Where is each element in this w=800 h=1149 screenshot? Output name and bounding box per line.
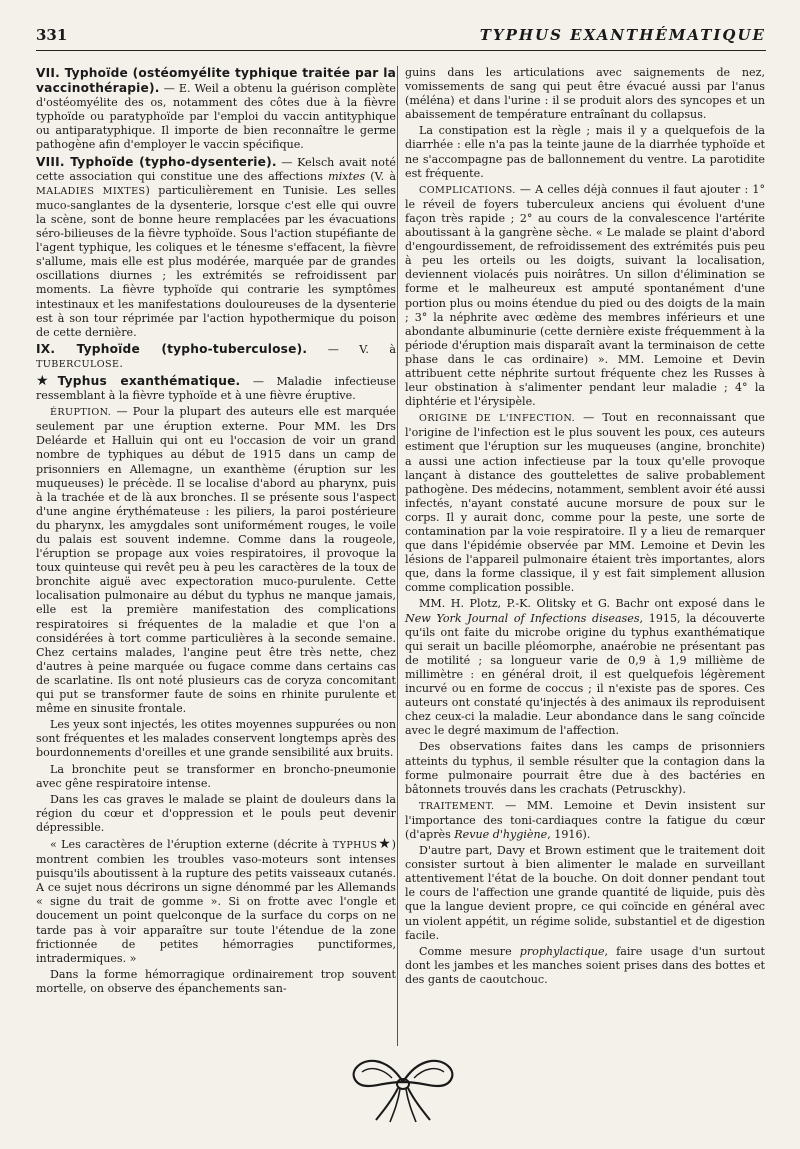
entry-viii-text-1: — Kelsch avait noté cette association qui constitue une des affections [36,155,396,183]
entry-vii [36,66,396,153]
star-icon: ★ [377,835,392,852]
prophylaxie-text-1: Comme mesure [419,944,520,958]
entry-ix-text-1: — V. à [307,342,397,356]
entry-vii-text: — E. Weil a obtenu la guérison complète d'ostéomyélite des os, notamment des côtes due à la fièvre typhoïde ou paratyphoïde par l'emploi du vaccin antityphique ou antiparatyphique. Il importe de bien reconnaître le germe pathogène afin d'employer le vaccin spécifique. [36,82,396,152]
paragraph-eruption-text: — Pour la plupart des auteurs elle est marquée seulement par une éruption externe. Pour MM. les Drs Deléarde et Halluin qui ont eu l'occasion de voir un grand nombre de typhiques au début de 1915 dans un camp de prisonniers en Allemagne, un exanthème (éruption sur les muqueuses) le précède. Il se localise d'abord au pharynx, puis à la trachée et de là aux bronches. Il se présente sous l'aspect d'une angine érythémateuse : les piliers, la paroi postérieure du pharynx, les amygdales sont uniformément rouges, le voile du palais est souvent indemne. Comme dans la rougeole, l'éruption se propage aux voies respiratoires, il provoque la toux quinteuse qui revêt peu à peu les caractères de la toux de bronchite aiguë avec expectoration muco-purulente. Cette localisation pulmonaire au début du typhus ne manque jamais, elle est la première manifestation des complications respiratoires si fréquentes de la maladie et que l'on a considérées à tort comme particulières à la seconde semaine. Chez certains malades, l'angine peut être très nette, chez d'autres à peine marquée ou fugace comme dans certains cas de scarlatine. Ils ont noté plusieurs cas de coryza concomitant qui put se transformer faute de soins en rhinite purulente et même en sinusite frontale. [36,405,396,716]
entry-typhus [36,374,396,403]
right-column [405,66,765,989]
entry-ix-text-2: . [119,356,123,370]
entry-ix-heading: IX. Typhoïde (typho-tuberculose). [36,341,308,356]
left-column [36,66,396,998]
paragraph-continuation: guins dans les articulations avec saignements de nez, vomissements de sang qui peut être évacué aussi par l'anus (méléna) et dans l'urine : il se produit alors des syncopes et un abaissement de température entraînant du collapsus. [405,66,765,122]
paragraph-complications-text: — A celles déjà connues il faut ajouter : 1° le réveil de foyers tuberculeux anciens qui évoluent d'une façon très rapide ; 2° au cours de la convalescence l'artérite aboutissant à la gangrène sèche. « Le malade se plaint d'abord d'engourdissement, de refroidissement des extrémités puis peu à peu les orteils ou les doigts, suivant la localisation, deviennent violacés puis noirâtres. Un sillon d'élimination se forme et le malheureux est amputé spontanément d'une portion plus ou moins étendue du pied ou des doigts de la main ; 3° la néphrite avec œdème des membres inférieurs et une abondante albuminurie (cette dernière existe fréquemment à la période d'éruption mais disparaît avant la terminaison de cette phase dans le cas ordinaire) ». MM. Lemoine et Devin attribuent cette néphrite surtout fréquente chez les Russes à leur obstination à s'alimenter pendant leur maladie ; 4° la diphtérie et l'érysipèle. [405,182,765,409]
traitement-text-2: , 1916). [547,827,591,841]
quote-text-2: ) montrent combien les troubles vaso-moteurs sont intenses puisqu'ils aboutissent à la rupture des petits vaisseaux cutanés. A ce sujet nous décrirons un signe dénommé par les Allemands « signe du trait de gomme ». Si on frotte avec l'ongle et doucement un point quelconque de la surface du corps on ne tarde pas à voir apparaître sur toute l'étendue de la zone frictionnée de petites hémorragies punctiformes, intradermiques. » [36,837,396,965]
quote-text-1: « Les caractères de l'éruption externe (décrite à [50,837,333,851]
entry-vii-heading: VII. Typhoïde (ostéomyélite typhique traitée par la vaccinothérapie). [36,66,396,96]
paragraph-origine [405,411,765,595]
plotz-text-2: , 1915, la découverte qu'ils ont faite du microbe origine du typhus exanthématique qui serait un bacille pléomorphe, anaérobie ne présentant pas de motilité ; sa longueur varie de 0,9 à 1,9 millième de millimètre : en général droit, il est quelquefois légèrement incurvé ou en forme de coccus ; il n'existe pas de spores. Ces auteurs ont constaté qu'injectés à des animaux ils reproduisent chez ceux-ci la maladie. Leur abondance dans le sang coïncide avec le degré maximum de l'affection. [405,611,765,738]
entry-viii-text-2: (V. à [365,169,396,183]
paragraph-origine-text: — Tout en reconnaissant que l'origine de l'infection est le plus souvent les poux, ces auteurs estiment que l'éruption sur les muqueuses (angine, bronchite) a aussi une action infectieuse par la toux qu'elle provoque lançant à distance des gouttelettes de salive probablement pathogène. Des médecins, notamment, semblent avoir été aussi infectés, n'ayant constaté aucune morsure de poux sur le corps. Il y aurait donc, comme pour la peste, une sorte de contamination par la voie respiratoire. Il y a lieu de remarquer que dans l'épidémie observée par MM. Lemoine et Devin les lésions de l'appareil pulmonaire étaient très importantes, alors que, dans la forme classique, il y est fait simplement allusion comme complication possible. [405,411,765,595]
entry-typhus-text: — Maladie infectieuse ressemblant à la fièvre typhoïde et à une fièvre éruptive. [36,374,396,403]
section-label-complications: COMPLICATIONS. [419,184,516,196]
paragraph-yeux: Les yeux sont injectés, les otites moyennes suppurées ou non sont fréquentes et les malades conservent longtemps après des bourdonnements d'oreilles et une grande sensibilité aux bruits. [36,718,396,760]
paragraph-traitement [405,799,765,842]
entry-typhus-heading: Typhus exanthématique. [57,373,241,388]
section-label-traitement: TRAITEMENT. [419,800,495,812]
prophylaxie-italic: prophylactique [519,944,605,958]
running-title: TYPHUS EXANTHÉMATIQUE [479,26,766,44]
entry-viii-italic: mixtes [328,169,366,183]
ribbon-ornament-icon [348,1052,458,1126]
journal-title: New York Journal of Infections diseases [405,611,640,625]
cross-ref-tuberculose: TUBERCULOSE [36,358,120,370]
prophylaxie-text-2: , faire usage d'un surtout dont les jambes et les manches soient prises dans des bottes et des gants de caoutchouc. [405,944,765,986]
paragraph-quote [36,837,396,966]
cross-ref-typhus: TYPHUS [332,839,378,851]
paragraph-forme-hemorragique: Dans la forme hémorragique ordinairement trop souvent mortelle, on observe des épanchements san- [36,967,396,995]
traitement-text-1: — MM. Lemoine et Devin insistent sur l'importance des toni-cardiaques contre la fatigue du cœur (d'après [405,798,765,841]
revue-title: Revue d'hygiène [454,827,548,841]
paragraph-constipation: La constipation est la règle ; mais il y a quelquefois de la diarrhée : elle n'a pas la teinte jaune de la diarrhée typhoïde et ne s'accompagne pas de ballonnement du ventre. La parotidite est fréquente. [405,124,765,180]
paragraph-davy-brown: D'autre part, Davy et Brown estiment que le traitement doit consister surtout à bien alimenter le malade en surveillant attentivement l'état de la bouche. On doit donner pendant tout le cours de l'affection une grande quantité de liquide, puis dès que la langue devient propre, ce qui coïncide en général avec un violent appétit, un régime solide, substantiel et de digestion facile. [405,844,765,942]
paragraph-cas-graves: Dans les cas graves le malade se plaint de douleurs dans la région du cœur et d'oppression et le pouls peut devenir dépressible. [36,792,396,834]
column-divider [397,66,398,1046]
entry-ix [36,342,396,372]
entry-viii-text-3: ) particulièrement en Tunisie. Les selles muco-sanglantes de la dysenterie, lorsque c'est elle qui ouvre la scène, sont de bonne heure remplacées par les évacuations séro-bilieuses de la fièvre typhoïde. Sous l'action stupéfiante de l'agent typhique, les coliques et le ténesme s'effacent, la fièvre s'allume, mais elle est plus modérée, marquée par de grandes oscillations diurnes ; les extrémités se refroidissent par moments. La fièvre typhoïde qui contrarie les symptômes intestinaux et les manifestations douloureuses de la dysenterie est à son tour réprimée par l'action hypothermique du poison de cette dernière. [36,183,396,339]
cross-ref-maladies-mixtes: MALADIES MIXTES [36,185,146,197]
page-header [36,26,766,51]
paragraph-complications [405,183,765,410]
star-icon: ★ [36,372,58,389]
page-number: 331 [36,26,68,44]
entry-viii [36,155,396,340]
paragraph-prophylaxie [405,945,765,987]
plotz-text-1: MM. H. Plotz, P.-K. Olitsky et G. Bachr ont exposé dans le [419,597,765,611]
paragraph-plotz [405,597,765,738]
section-label-origine: ORIGINE DE L'INFECTION. [419,413,576,425]
paragraph-observations: Des observations faites dans les camps de prisonniers atteints du typhus, il semble résulter que la contagion dans la forme pulmonaire pourrait être due à des bactéries en bâtonnets trouvés dans les crachats (Petrusckhy). [405,740,765,796]
paragraph-eruption [36,405,396,716]
entry-viii-heading: VIII. Typhoïde (typho-dysenterie). [36,154,277,169]
paragraph-bronchite: La bronchite peut se transformer en broncho-pneumonie avec gêne respiratoire intense. [36,762,396,790]
section-label-eruption: ÉRUPTION. [50,407,112,419]
